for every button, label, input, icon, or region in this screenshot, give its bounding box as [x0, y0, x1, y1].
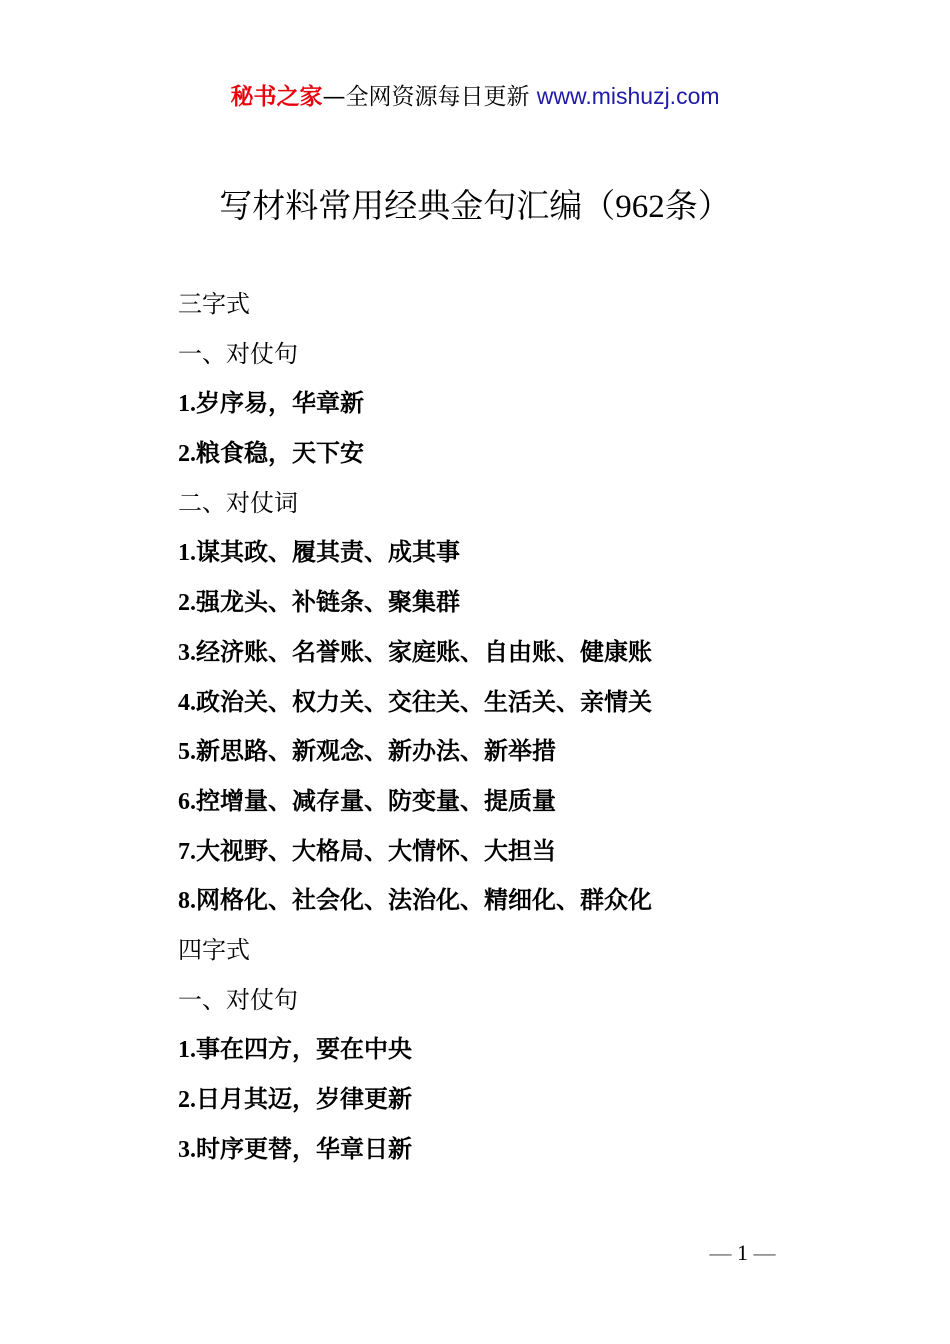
page-number	[0, 1238, 950, 1268]
list-item-number: 7.	[178, 838, 196, 865]
list-item	[178, 632, 878, 682]
list-item-number: 2.	[178, 1087, 196, 1113]
document-title-suffix: 条）	[664, 186, 731, 225]
section-heading: 二、对仗词	[178, 488, 298, 517]
list-item-text: 日月其迈，岁律更新	[196, 1085, 412, 1113]
list-item-number: 3.	[178, 639, 196, 666]
list-item-text: 强龙头、补链条、聚集群	[196, 588, 460, 617]
list-item	[178, 383, 878, 433]
section-heading: 四字式	[178, 935, 250, 964]
list-item	[178, 831, 878, 881]
list-item-text: 岁序易，华章新	[196, 389, 364, 418]
list-item-number: 4.	[178, 689, 196, 716]
document-body	[178, 284, 878, 1178]
list-item	[178, 731, 878, 781]
list-item-text: 时序更替，华章日新	[196, 1134, 412, 1163]
list-item-number: 2.	[178, 441, 196, 468]
document-title	[0, 184, 950, 229]
list-item-number: 5.	[178, 739, 196, 766]
list-item-text: 网格化、社会化、法治化、精细化、群众化	[196, 886, 652, 915]
list-item-text: 大视野、大格局、大情怀、大担当	[196, 836, 556, 865]
list-item-number: 8.	[178, 888, 196, 915]
list-item-number: 2.	[178, 590, 196, 617]
document-title-count: 962	[615, 189, 665, 225]
site-brand: 秘书之家	[230, 84, 323, 110]
list-item	[178, 532, 878, 582]
list-item	[178, 1079, 878, 1129]
site-header	[0, 80, 950, 113]
list-item-number: 3.	[178, 1136, 196, 1163]
list-item-number: 1.	[178, 391, 196, 418]
page-number-dash-right: —	[753, 1240, 776, 1265]
list-item-number: 6.	[178, 788, 196, 815]
list-item	[178, 1029, 878, 1079]
list-item-number: 1.	[178, 540, 196, 567]
list-item-text: 谋其政、履其责、成其事	[196, 538, 460, 567]
section-heading: 一、对仗句	[178, 985, 298, 1014]
list-item-text: 粮食稳，天下安	[196, 439, 364, 468]
list-item	[178, 781, 878, 831]
page-number-value: 1	[737, 1240, 748, 1265]
site-url-link[interactable]: www.mishuzj.com	[536, 83, 720, 109]
list-item-text: 控增量、减存量、防变量、提质量	[196, 786, 556, 815]
section-heading: 三字式	[178, 290, 250, 318]
list-item	[178, 682, 878, 732]
site-slogan: —全网资源每日更新	[322, 84, 530, 110]
list-item-text: 事在四方，要在中央	[196, 1035, 412, 1064]
section-heading: 一、对仗句	[178, 339, 298, 368]
list-item	[178, 582, 878, 632]
page-number-dash-left: —	[709, 1240, 732, 1265]
list-item	[178, 1129, 878, 1179]
list-item-text: 经济账、名誉账、家庭账、自由账、健康账	[196, 637, 652, 666]
document-title-main: 写材料常用经典金句汇编（	[219, 186, 616, 225]
list-item-text: 新思路、新观念、新办法、新举措	[196, 737, 556, 766]
list-item	[178, 880, 878, 930]
list-item-text: 政治关、权力关、交往关、生活关、亲情关	[196, 687, 652, 716]
list-item-number: 1.	[178, 1037, 196, 1064]
list-item	[178, 433, 878, 483]
